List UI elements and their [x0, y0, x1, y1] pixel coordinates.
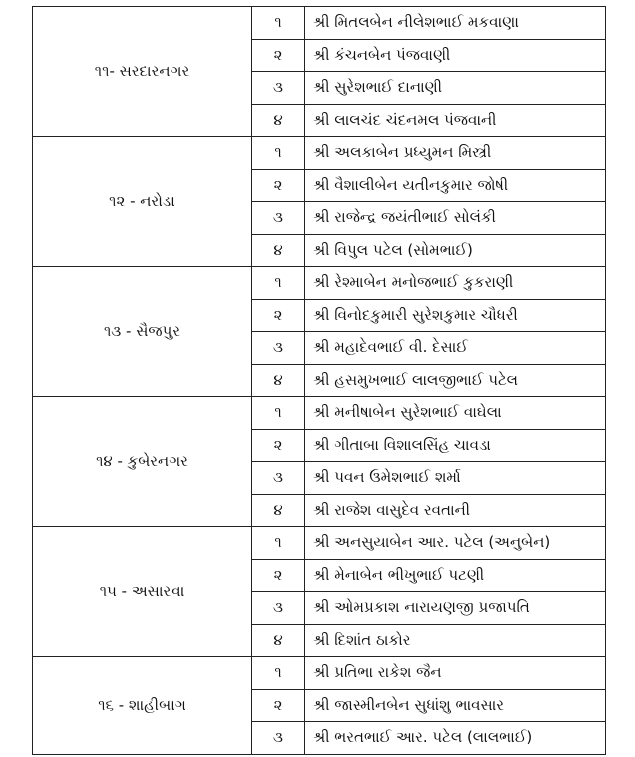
candidate-name-cell: શ્રી સુરેશભાઈ દાનાણી	[305, 72, 606, 105]
serial-number-cell: ૨	[252, 689, 305, 722]
serial-number-cell: ૪	[252, 364, 305, 397]
ward-name-cell: ૧૪ - કુબેરનગર	[33, 397, 252, 527]
candidate-name-cell: શ્રી અનસુયાબેન આર. પટેલ (અનુબેન)	[305, 527, 606, 560]
candidate-name-cell: શ્રી ઓમપ્રકાશ નારાયણજી પ્રજાપતિ	[305, 592, 606, 625]
table-body	[33, 7, 606, 755]
table-row	[33, 527, 606, 560]
candidate-name-cell: શ્રી ગીતાબા વિશાલસિંહ ચાવડા	[305, 429, 606, 462]
candidate-list-document	[32, 6, 605, 755]
candidate-name-cell: શ્રી રાજેન્દ્ર જયંતીભાઈ સોલંકી	[305, 202, 606, 235]
candidate-name-cell: શ્રી લાલચંદ ચંદનમલ પંજવાની	[305, 104, 606, 137]
candidate-name-cell: શ્રી વૈશાલીબેન યતીનકુમાર જોષી	[305, 169, 606, 202]
candidate-name-cell: શ્રી પ્રતિભા રાકેશ જૈન	[305, 657, 606, 690]
serial-number-cell: ૨	[252, 169, 305, 202]
serial-number-cell: ૧	[252, 137, 305, 170]
serial-number-cell: ૪	[252, 494, 305, 527]
candidate-name-cell: શ્રી રેશ્માબેન મનોજભાઈ કુકરાણી	[305, 267, 606, 300]
candidate-name-cell: શ્રી જાસ્મીનબેન સુધાંશુ ભાવસાર	[305, 689, 606, 722]
candidate-name-cell: શ્રી રાજેશ વાસુદેવ રવતાની	[305, 494, 606, 527]
candidate-name-cell: શ્રી વિનોદકુમારી સુરેશકુમાર ચૌધરી	[305, 299, 606, 332]
table-row	[33, 137, 606, 170]
candidate-table	[32, 6, 606, 755]
serial-number-cell: ૨	[252, 299, 305, 332]
serial-number-cell: ૩	[252, 332, 305, 365]
candidate-name-cell: શ્રી મિતલબેન નીલેશભાઈ મકવાણા	[305, 7, 606, 40]
serial-number-cell: ૩	[252, 722, 305, 755]
serial-number-cell: ૩	[252, 202, 305, 235]
candidate-name-cell: શ્રી કંચનબેન પંજવાણી	[305, 39, 606, 72]
candidate-name-cell: શ્રી વિપુલ પટેલ (સોમભાઈ)	[305, 234, 606, 267]
candidate-name-cell: શ્રી ભરતભાઈ આર. પટેલ (લાલભાઈ)	[305, 722, 606, 755]
serial-number-cell: ૪	[252, 234, 305, 267]
serial-number-cell: ૩	[252, 462, 305, 495]
ward-name-cell: ૧૫ - અસારવા	[33, 527, 252, 657]
ward-name-cell: ૧૩ - સૈજપુર	[33, 267, 252, 397]
serial-number-cell: ૩	[252, 592, 305, 625]
serial-number-cell: ૧	[252, 527, 305, 560]
candidate-name-cell: શ્રી મનીષાબેન સુરેશભાઈ વાઘેલા	[305, 397, 606, 430]
serial-number-cell: ૪	[252, 104, 305, 137]
serial-number-cell: ૩	[252, 72, 305, 105]
serial-number-cell: ૪	[252, 624, 305, 657]
candidate-name-cell: શ્રી હસમુખભાઈ લાલજીભાઈ પટેલ	[305, 364, 606, 397]
serial-number-cell: ૨	[252, 39, 305, 72]
table-row	[33, 7, 606, 40]
candidate-name-cell: શ્રી મેનાબેન ભીખુભાઈ પટણી	[305, 559, 606, 592]
serial-number-cell: ૨	[252, 429, 305, 462]
serial-number-cell: ૧	[252, 267, 305, 300]
candidate-name-cell: શ્રી મહાદેવભાઈ વી. દેસાઈ	[305, 332, 606, 365]
serial-number-cell: ૧	[252, 7, 305, 40]
candidate-name-cell: શ્રી દિશાંત ઠાકોર	[305, 624, 606, 657]
ward-name-cell: ૧૨ - નરોડા	[33, 137, 252, 267]
serial-number-cell: ૧	[252, 657, 305, 690]
candidate-name-cell: શ્રી પવન ઉમેશભાઈ શર્મા	[305, 462, 606, 495]
table-row	[33, 267, 606, 300]
serial-number-cell: ૧	[252, 397, 305, 430]
candidate-name-cell: શ્રી અલકાબેન પ્રધ્યુમન મિસ્ત્રી	[305, 137, 606, 170]
ward-name-cell: ૧૬ - શાહીબાગ	[33, 657, 252, 755]
serial-number-cell: ૨	[252, 559, 305, 592]
table-row	[33, 397, 606, 430]
ward-name-cell: ૧૧- સરદારનગર	[33, 7, 252, 137]
table-row	[33, 657, 606, 690]
